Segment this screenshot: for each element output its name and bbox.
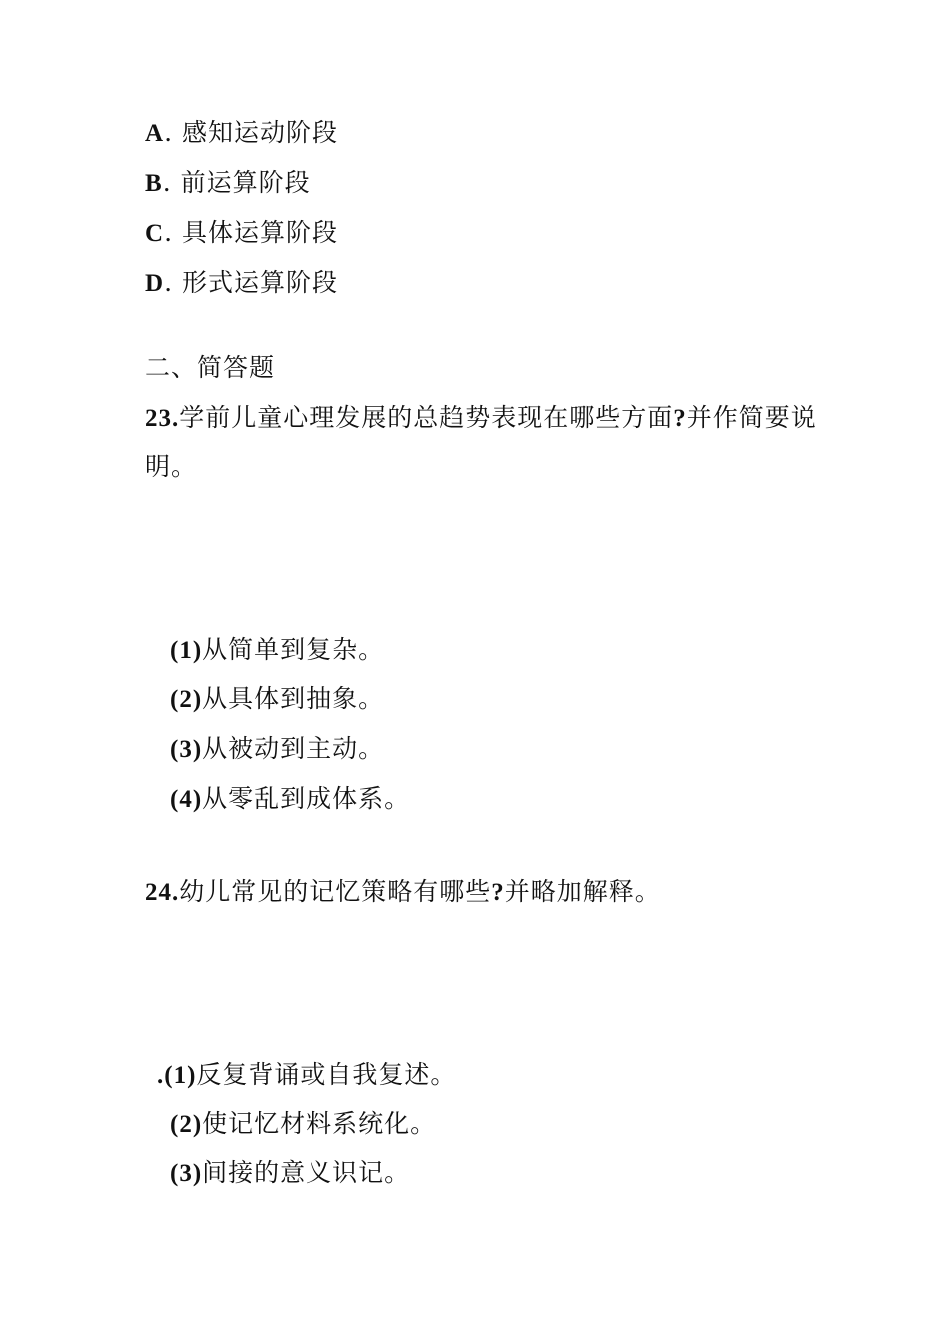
answer-text: 从具体到抽象。 [202,684,385,713]
question-mark: ? [673,405,687,432]
question-number: 24. [145,879,180,906]
answer-text: 从被动到主动。 [202,734,385,763]
question-text-end: 并作简要说 [686,403,817,432]
question-text-end: 并略加解释。 [504,877,661,906]
option-a [145,118,338,149]
answer-number: (3) [170,736,203,763]
option-separator: . [164,218,174,247]
option-c [145,218,338,249]
option-text: 具体运算阶段 [181,218,338,247]
question-text: 幼儿常见的记忆策略有哪些 [179,877,492,906]
answer-text: 从简单到复杂。 [202,635,385,664]
question-number: 23. [145,405,180,432]
answer-number: .(1) [157,1062,197,1089]
answer-number: (2) [170,1111,203,1138]
answer-number: (1) [170,637,203,664]
question-text: 学前儿童心理发展的总趋势表现在哪些方面 [179,403,674,432]
answer-text: 从零乱到成体系。 [202,784,411,813]
section-heading: 二、简答题 [145,353,276,382]
option-d [145,268,338,299]
answer-number: (4) [170,786,203,813]
option-letter: D [145,270,165,297]
answer-number: (3) [170,1160,203,1187]
question-24 [145,877,661,908]
question-23-line2: 明。 [145,452,198,481]
option-text: 前运算阶段 [180,168,311,197]
option-separator: . [164,118,174,147]
option-text: 感知运动阶段 [181,118,338,147]
answer-text: 间接的意义识记。 [202,1158,411,1187]
answer-item [170,635,384,666]
answer-item [170,1109,436,1140]
option-text: 形式运算阶段 [181,268,338,297]
option-separator: . [162,168,172,197]
option-letter: C [145,220,165,247]
option-letter: A [145,120,165,147]
option-b [145,168,311,199]
question-23-line1 [145,403,817,434]
answer-item [170,784,410,815]
answer-text: 使记忆材料系统化。 [202,1109,437,1138]
answer-item [170,734,384,765]
answer-item [157,1060,456,1091]
answer-number: (2) [170,686,203,713]
question-mark: ? [491,879,505,906]
option-separator: . [164,268,174,297]
answer-item [170,684,384,715]
answer-item [170,1158,410,1189]
answer-text: 反复背诵或自我复述。 [196,1060,457,1089]
option-letter: B [145,170,163,197]
